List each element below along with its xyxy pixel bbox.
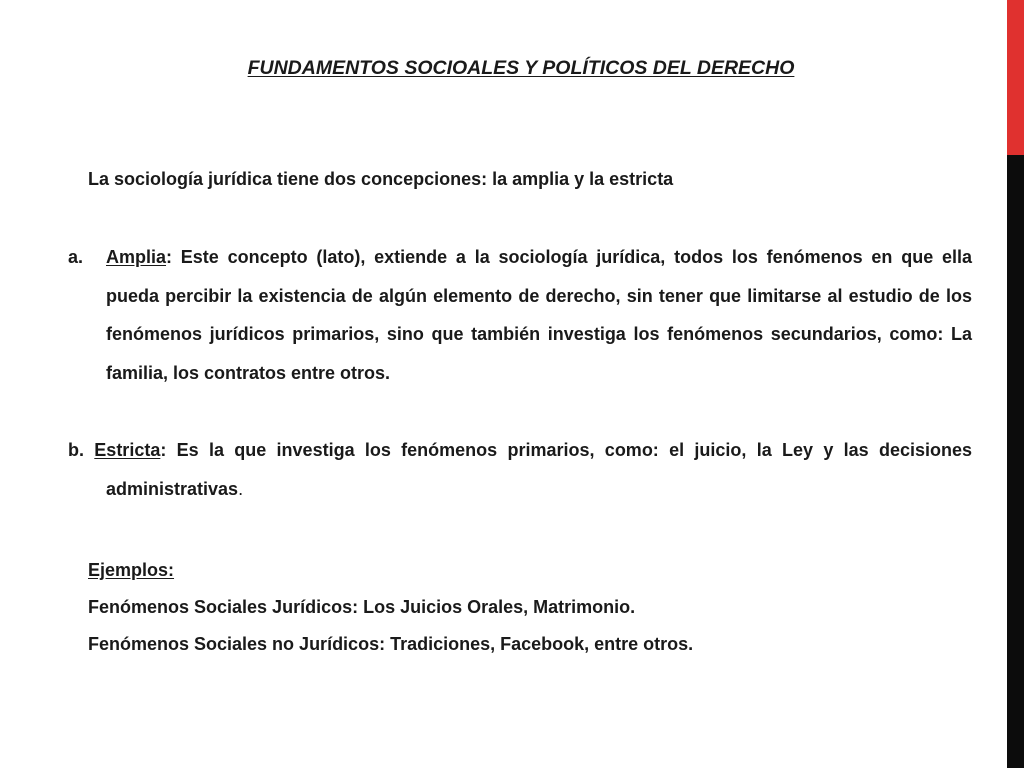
list-item-estricta xyxy=(68,431,972,508)
item-a-body xyxy=(106,238,972,392)
list-item-amplia xyxy=(68,238,972,392)
list-marker-a: a. xyxy=(68,247,84,267)
item-a-text: : Este concepto (lato), extiende a la sociología jurídica, todos los fenómenos en que ella pueda percibir la existencia de algún elemento de derecho, sin tener que limitarse al estudio de los fenómenos jurídicos primarios, sino que también investiga los fenómenos secundarios, como: La familia, los contratos entre otros. xyxy=(106,247,972,383)
term-estricta: Estricta xyxy=(94,440,161,460)
item-b-text: : Es la que investiga los fenómenos primarios, como: el juicio, la Ley y las decisiones administrativas xyxy=(106,440,972,499)
slide-title: FUNDAMENTOS SOCIOALES Y POLÍTICOS DEL DERECHO xyxy=(247,57,795,79)
item-b-end: . xyxy=(238,478,244,499)
list-marker-b: b. xyxy=(68,440,84,460)
term-amplia: Amplia xyxy=(106,247,167,267)
examples-block xyxy=(88,552,693,663)
item-b-body xyxy=(68,431,972,508)
examples-heading: Ejemplos: xyxy=(88,560,175,580)
examples-line-no-juridicos: Fenómenos Sociales no Jurídicos: Tradiciones, Facebook, entre otros. xyxy=(88,634,694,654)
intro-text: La sociología jurídica tiene dos concepciones: la amplia y la estricta xyxy=(88,169,674,189)
accent-bar-black xyxy=(1007,155,1024,768)
examples-line-juridicos: Fenómenos Sociales Jurídicos: Los Juicios Orales, Matrimonio. xyxy=(88,597,636,617)
